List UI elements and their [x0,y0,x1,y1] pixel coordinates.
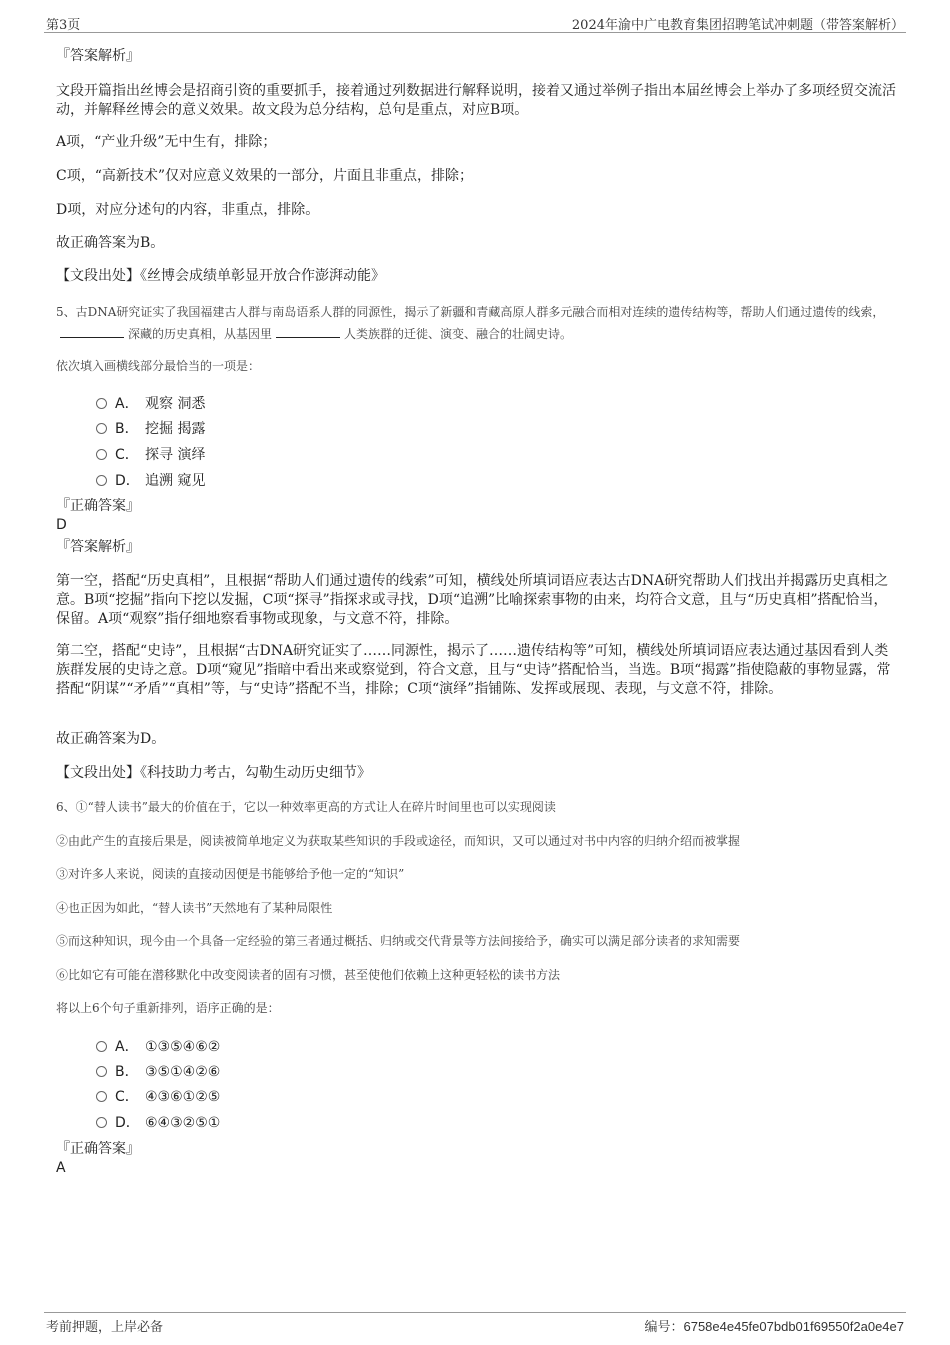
footer-slogan: 考前押题，上岸必备 [46,1320,164,1335]
q5-stem-part1: 5、古DNA研究证实了我国福建古人群与南岛语系人群的同源性，揭示了新疆和青藏高原人群多元融合而相对连续的遗传结构等，帮助人们通过遗传的线索， [56,305,885,319]
q5-instruction: 依次填入画横线部分最恰当的一项是： [56,359,261,373]
q5-option-c[interactable]: C． 探寻 演绎 [96,444,205,464]
radio-icon[interactable] [96,1041,107,1052]
q5-option-b[interactable]: B． 挖掘 揭露 [96,418,205,438]
q4-analysis-option-a: A项，“产业升级”无中生有，排除； [56,134,277,150]
q6-sentence-6: ⑥比如它有可能在潜移默化中改变阅读者的固有习惯，甚至使他们依赖上这种更轻松的读书方法 [56,968,561,982]
q4-source: 【文段出处】《丝博会成绩单彰显开放合作澎湃动能》 [56,268,385,284]
q6-sentence-4: ④也正因为如此，“替人读书”天然地有了某种局限性 [56,901,333,915]
radio-icon[interactable] [96,1066,107,1077]
q5-conclusion: 故正确答案为D。 [56,731,166,747]
q5-blank-2 [276,327,340,338]
q5-analysis-paragraph-2: 第二空，搭配“史诗”，且根据“古DNA研究证实了……同源性，揭示了……遗传结构等”可知，横线处所填词语应表达通过基因看到人类族群发展的史诗之意。D项“窥见”指暗中看出来或察觉到，符合文意，且与“史诗”搭配恰当，当选。B项“揭露”指使隐蔽的事物显露，常搭配“阴谋”“矛盾”“真相”等，与“史诗”搭配不当，排除；C项“演绎”指铺陈、发挥或展现、表现，与文意不符，排除。 [56,643,891,697]
radio-icon[interactable] [96,475,107,486]
radio-icon[interactable] [96,1091,107,1102]
q6-option-c[interactable]: C． ④③⑥①②⑤ [96,1086,220,1106]
page-number: 第3页 [46,18,81,33]
q6-sentence-3: ③对许多人来说，阅读的直接动因便是书能够给予他一定的“知识” [56,867,405,881]
q4-analysis-option-d: D项，对应分述句的内容，非重点，排除。 [56,202,320,218]
q6-answer-label: 『正确答案』 [56,1141,140,1157]
q5-answer: D [56,517,67,533]
q4-analysis-option-c: C项，“高新技术”仅对应意义效果的一部分，片面且非重点，排除； [56,168,474,184]
q5-option-a[interactable]: A． 观察 洞悉 [96,393,205,413]
radio-icon[interactable] [96,1117,107,1128]
q6-sentence-5: ⑤而这种知识，现今由一个具备一定经验的第三者通过概括、归纳或交代背景等方法间接给予，确实可以满足部分读者的求知需要 [56,934,741,948]
page-footer [44,1312,906,1335]
q5-stem-part3: 人类族群的迁徙、演变、融合的壮阔史诗。 [344,327,573,341]
q5-option-d[interactable]: D． 追溯 窥见 [96,470,205,490]
q6-option-a[interactable]: A． ①③⑤④⑥② [96,1036,220,1056]
radio-icon[interactable] [96,449,107,460]
q5-analysis-paragraph-1: 第一空，搭配“历史真相”，且根据“帮助人们通过遗传的线索”可知，横线处所填词语应表达古DNA研究帮助人们找出并揭露历史真相之意。B项“挖掘”指向下挖以发掘，C项“探寻”指探求或寻找，D项“追溯”比喻探索事物的由来，均符合文意，且与“历史真相”搭配恰当，保留。A项“观察”指仔细地察看事物或现象，与文意不符，排除。 [56,573,889,627]
q6-sentence-1: 6、①“替人读书”最大的价值在于，它以一种效率更高的方式让人在碎片时间里也可以实现阅读 [56,800,556,814]
q6-sentence-2: ②由此产生的直接后果是，阅读被简单地定义为获取某些知识的手段或途径，而知识，又可以通过对书中内容的归纳介绍而被掌握 [56,834,741,848]
q6-option-d[interactable]: D． ⑥④③②⑤① [96,1112,220,1132]
document-serial: 编号：6758e4e45fe07bdb01f69550f2a0e4e7 [644,1319,904,1334]
radio-icon[interactable] [96,423,107,434]
q5-source: 【文段出处】《科技助力考古，勾勒生动历史细节》 [56,765,371,781]
q6-option-b[interactable]: B． ③⑤①④②⑥ [96,1061,220,1081]
document-title: 2024年渝中广电教育集团招聘笔试冲刺题（带答案解析） [571,18,904,33]
q4-analysis-label: 『答案解析』 [56,48,140,64]
q5-stem [56,301,901,345]
q6-instruction: 将以上6个句子重新排列，语序正确的是： [56,1001,280,1015]
q4-conclusion: 故正确答案为B。 [56,235,165,251]
radio-icon[interactable] [96,398,107,409]
q5-answer-label: 『正确答案』 [56,498,140,514]
q5-blank-1 [60,327,124,338]
q5-stem-part2: 深藏的历史真相，从基因里 [128,327,273,341]
q5-analysis-label: 『答案解析』 [56,539,140,555]
q4-analysis-paragraph: 文段开篇指出丝博会是招商引资的重要抓手，接着通过列数据进行解释说明，接着又通过举例子指出本届丝博会上举办了多项经贸交流活动，并解释丝博会的意义效果。故文段为总分结构，总句是重点，对应B项。 [56,83,896,118]
q6-answer: A [56,1160,66,1176]
page-header [44,12,906,33]
